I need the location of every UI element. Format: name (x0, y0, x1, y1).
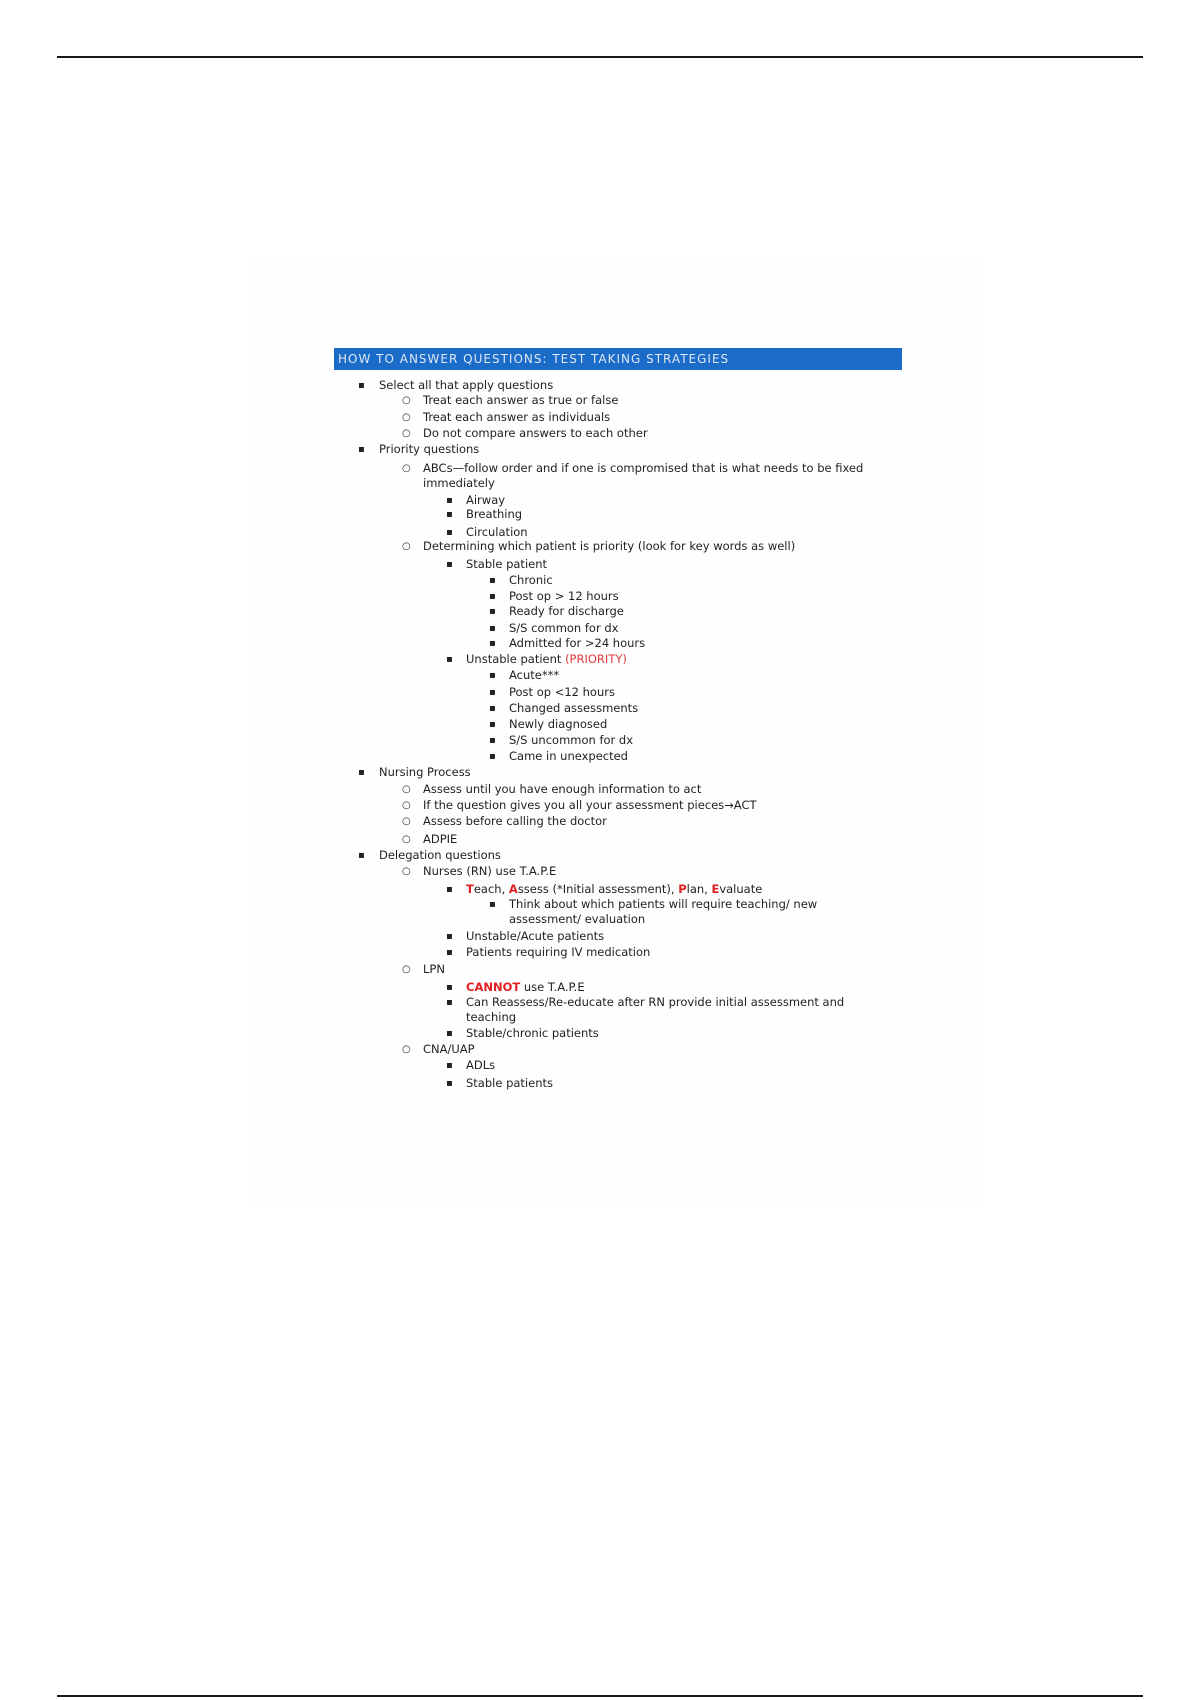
bullet-square-icon: ▪ (358, 444, 365, 455)
list-item: Stable patients (466, 1076, 553, 1090)
bullet-square-icon: ▪ (446, 509, 453, 520)
list-item-continuation: assessment/ evaluation (509, 912, 646, 926)
list-item: Chronic (509, 573, 553, 587)
bullet-square-icon: ▪ (446, 884, 453, 895)
tape-letter: T (466, 882, 474, 896)
list-item: LPN (423, 962, 445, 976)
list-item: S/S common for dx (509, 621, 619, 635)
list-item-continuation: immediately (423, 476, 495, 490)
header-rule (57, 56, 1143, 58)
bullet-square-icon: ▪ (489, 591, 496, 602)
list-item: Ready for discharge (509, 604, 624, 618)
list-item: ABCs—follow order and if one is compromised that is what needs to be fixed (423, 461, 864, 475)
list-item: Changed assessments (509, 701, 639, 715)
list-item: If the question gives you all your assessment pieces→ACT (423, 798, 757, 812)
bullet-square-icon: ▪ (489, 606, 496, 617)
list-item: Unstable/Acute patients (466, 929, 605, 943)
bullet-circle-icon: ○ (402, 800, 411, 811)
document-page-image (248, 255, 983, 1205)
list-item: Assess until you have enough information to act (423, 782, 702, 796)
list-item: S/S uncommon for dx (509, 733, 634, 747)
list-item: Stable/chronic patients (466, 1026, 599, 1040)
bullet-square-icon: ▪ (358, 767, 365, 778)
bullet-square-icon: ▪ (446, 1060, 453, 1071)
bullet-square-icon: ▪ (446, 1078, 453, 1089)
list-item: Airway (466, 493, 506, 507)
list-item: Can Reassess/Re-educate after RN provide initial assessment and (466, 995, 845, 1009)
list-item: Do not compare answers to each other (423, 426, 648, 440)
bullet-square-icon: ▪ (358, 380, 365, 391)
list-item: Nursing Process (379, 765, 471, 779)
tape-letter: P (678, 882, 687, 896)
bullet-square-icon: ▪ (446, 495, 453, 506)
bullet-circle-icon: ○ (402, 395, 411, 406)
list-item: CNA/UAP (423, 1042, 475, 1056)
bullet-square-icon: ▪ (446, 559, 453, 570)
tape-letter: E (711, 882, 720, 896)
list-item: ADLs (466, 1058, 496, 1072)
list-item-continuation: teaching (466, 1010, 517, 1024)
list-item: Assess before calling the doctor (423, 814, 607, 828)
bullet-square-icon: ▪ (489, 703, 496, 714)
bullet-circle-icon: ○ (402, 816, 411, 827)
list-item: Priority questions (379, 442, 480, 456)
list-item: Delegation questions (379, 848, 501, 862)
list-item: Nurses (RN) use T.A.P.E (423, 864, 557, 878)
bullet-circle-icon: ○ (402, 784, 411, 795)
bullet-square-icon: ▪ (446, 654, 453, 665)
bullet-circle-icon: ○ (402, 866, 411, 877)
tape-letter: A (508, 882, 518, 896)
list-item: Circulation (466, 525, 528, 539)
list-item: Think about which patients will require teaching/ new (509, 897, 818, 911)
list-item: Patients requiring IV medication (466, 945, 651, 959)
bullet-circle-icon: ○ (402, 463, 411, 474)
bullet-circle-icon: ○ (402, 412, 411, 423)
bullet-square-icon: ▪ (489, 751, 496, 762)
list-item: Breathing (466, 507, 523, 521)
bullet-square-icon: ▪ (489, 719, 496, 730)
bullet-square-icon: ▪ (446, 947, 453, 958)
list-item: Admitted for >24 hours (509, 636, 646, 650)
list-item: Post op > 12 hours (509, 589, 619, 603)
list-item: Treat each answer as true or false (423, 393, 619, 407)
bullet-square-icon: ▪ (489, 623, 496, 634)
list-item: Select all that apply questions (379, 378, 554, 392)
bullet-square-icon: ▪ (358, 850, 365, 861)
priority-tag: (PRIORITY) (565, 652, 627, 666)
list-item: Newly diagnosed (509, 717, 608, 731)
bullet-square-icon: ▪ (489, 687, 496, 698)
bullet-circle-icon: ○ (402, 834, 411, 845)
bullet-square-icon: ▪ (446, 1028, 453, 1039)
tape-word: valuate (719, 882, 763, 896)
bullet-square-icon: ▪ (489, 735, 496, 746)
list-item: Post op <12 hours (509, 685, 615, 699)
bullet-square-icon: ▪ (446, 997, 453, 1008)
footer-rule (57, 1695, 1143, 1697)
bullet-square-icon: ▪ (489, 575, 496, 586)
section-title: HOW TO ANSWER QUESTIONS: TEST TAKING STRATEGIES (334, 348, 902, 370)
bullet-square-icon: ▪ (446, 931, 453, 942)
list-item: Treat each answer as individuals (423, 410, 611, 424)
cannot-rest: use T.A.P.E (520, 980, 585, 994)
bullet-square-icon: ▪ (446, 527, 453, 538)
tape-word: each, (473, 882, 509, 896)
tape-word: ssess (*Initial assessment), (517, 882, 679, 896)
list-item: Determining which patient is priority (look for key words as well) (423, 539, 796, 553)
bullet-square-icon: ▪ (489, 899, 496, 910)
list-item: ADPIE (423, 832, 458, 846)
bullet-square-icon: ▪ (489, 670, 496, 681)
unstable-label: Unstable patient (466, 652, 562, 666)
list-item: Acute*** (509, 668, 560, 682)
cannot-label: CANNOT (466, 980, 521, 994)
bullet-circle-icon: ○ (402, 541, 411, 552)
bullet-square-icon: ▪ (489, 638, 496, 649)
list-item: Came in unexpected (509, 749, 628, 763)
bullet-circle-icon: ○ (402, 428, 411, 439)
tape-word: lan, (686, 882, 712, 896)
bullet-circle-icon: ○ (402, 1044, 411, 1055)
list-item: Stable patient (466, 557, 548, 571)
bullet-circle-icon: ○ (402, 964, 411, 975)
bullet-square-icon: ▪ (446, 982, 453, 993)
